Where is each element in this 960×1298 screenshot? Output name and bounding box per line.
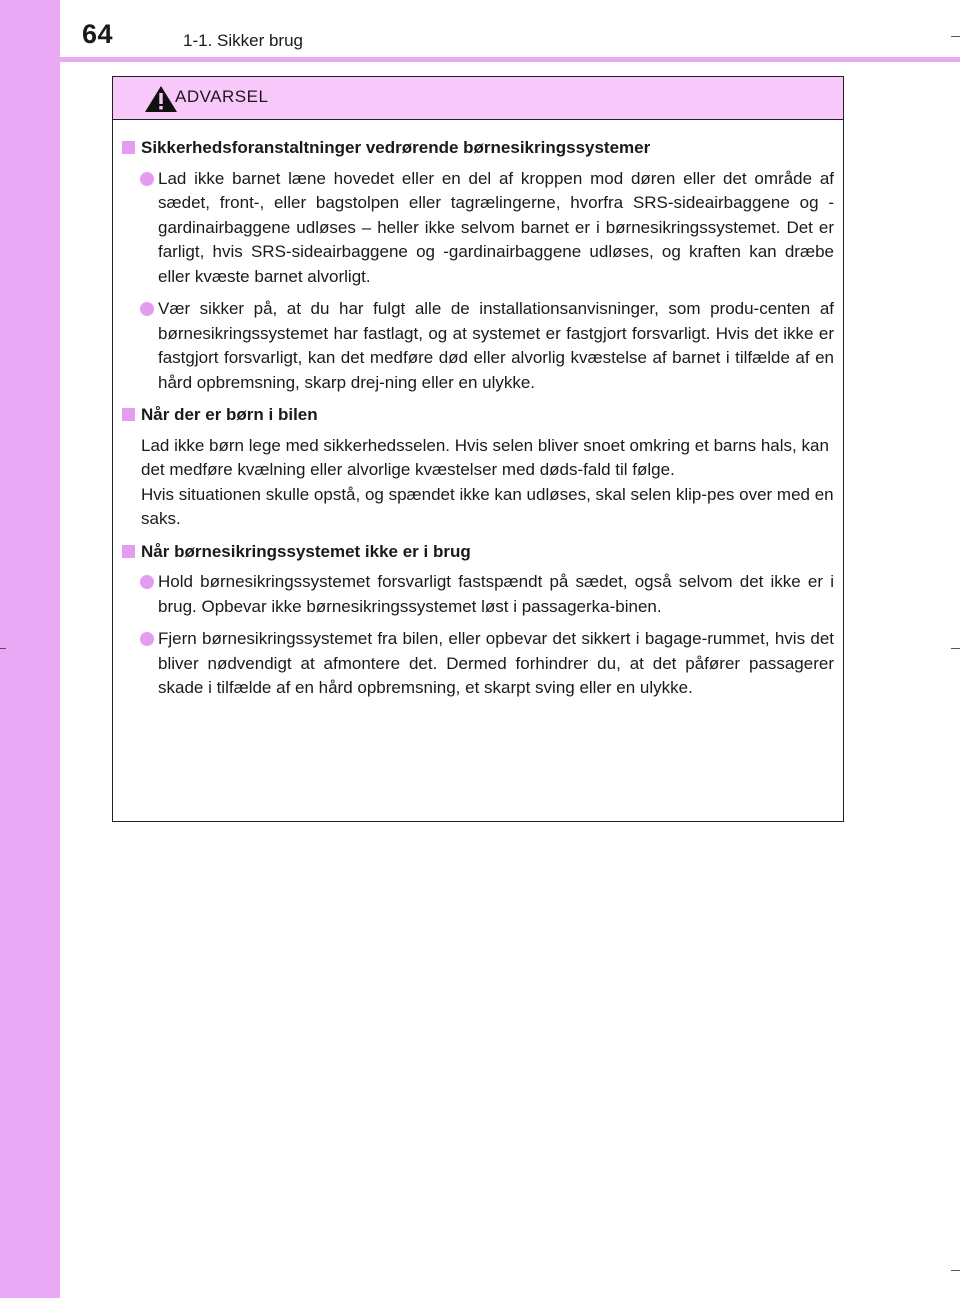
section-heading-text: Når børnesikringssystemet ikke er i brug bbox=[141, 541, 471, 561]
page-header bbox=[60, 0, 960, 60]
section-paragraph bbox=[122, 434, 834, 532]
section-title: 1-1. Sikker brug bbox=[183, 31, 303, 50]
list-item bbox=[122, 570, 834, 619]
crop-mark bbox=[0, 648, 6, 649]
section-heading-text: Sikkerhedsforanstaltninger vedrørende børnesikringssystemer bbox=[141, 138, 651, 157]
list-item bbox=[122, 297, 834, 395]
round-bullet-icon bbox=[140, 172, 154, 186]
warning-triangle-icon bbox=[144, 85, 178, 113]
chapter-tab-strip bbox=[0, 0, 60, 1298]
warning-title: ADVARSEL bbox=[175, 87, 269, 106]
round-bullet-icon bbox=[140, 302, 154, 316]
round-bullet-icon bbox=[140, 632, 154, 646]
paragraph-text: Hvis situationen skulle opstå, og spændet ikke kan udløses, skal selen klip-pes over med en saks. bbox=[141, 484, 834, 528]
square-bullet-icon bbox=[122, 141, 135, 154]
section-heading bbox=[122, 540, 834, 565]
warning-header bbox=[113, 77, 843, 120]
list-item-text: Vær sikker på, at du har fulgt alle de installationsanvisninger, som produ-centen af børnesikringssystemet har fastlagt, og at systemet er fastgjort forsvarligt. Hvis det ikke er fastgjort forsvarligt, kan det medføre død eller alvorlig kvæstelse af barnet i tilfælde af en hård opbremsning, skarp drej-ning eller en ulykke. bbox=[158, 299, 834, 392]
round-bullet-icon bbox=[140, 575, 154, 589]
paragraph-text: Lad ikke børn lege med sikkerhedsselen. Hvis selen bliver snoet omkring et barns hals, kan det medføre kvælning eller alvorlige kvæstelser med døds-fald til følge. bbox=[141, 435, 829, 479]
warning-box bbox=[112, 76, 844, 822]
list-item-text: Fjern børnesikringssystemet fra bilen, eller opbevar det sikkert i bagage-rummet, hvis det bliver nødvendigt at afmontere det. Dermed forhindrer du, at det påfører passagerer skade i tilfælde af en hård opbremsning, et skarpt sving eller en ulykke. bbox=[158, 629, 834, 697]
header-rule bbox=[60, 57, 960, 62]
section-heading bbox=[122, 403, 834, 428]
crop-mark bbox=[951, 648, 960, 649]
list-item-text: Lad ikke barnet læne hovedet eller en del af kroppen mod døren eller det område af sædet, front-, eller bagstolpen eller tagrælingerne, hvorfra SRS-sideairbaggene og -gardinairbaggene udløses – heller ikke selvom barnet er i børnesikringssystemet. Det er farligt, hvis SRS-sideairbaggene og -gardinairbaggene udløses, og kraften kan dræbe eller kvæste barnet alvorligt. bbox=[158, 168, 834, 286]
square-bullet-icon bbox=[122, 408, 135, 421]
square-bullet-icon bbox=[122, 545, 135, 558]
crop-mark bbox=[951, 36, 960, 37]
list-item bbox=[122, 627, 834, 701]
crop-mark bbox=[951, 1270, 960, 1271]
warning-body bbox=[113, 120, 843, 701]
page-number: 64 bbox=[82, 19, 114, 49]
section-heading bbox=[122, 136, 834, 161]
section-heading-text: Når der er børn i bilen bbox=[141, 405, 318, 424]
list-item-text: Hold børnesikringssystemet forsvarligt fastspændt på sædet, også selvom det ikke er i brug. Opbevar ikke børnesikringssystemet løst i passagerka-binen. bbox=[158, 572, 834, 616]
list-item bbox=[122, 167, 834, 290]
